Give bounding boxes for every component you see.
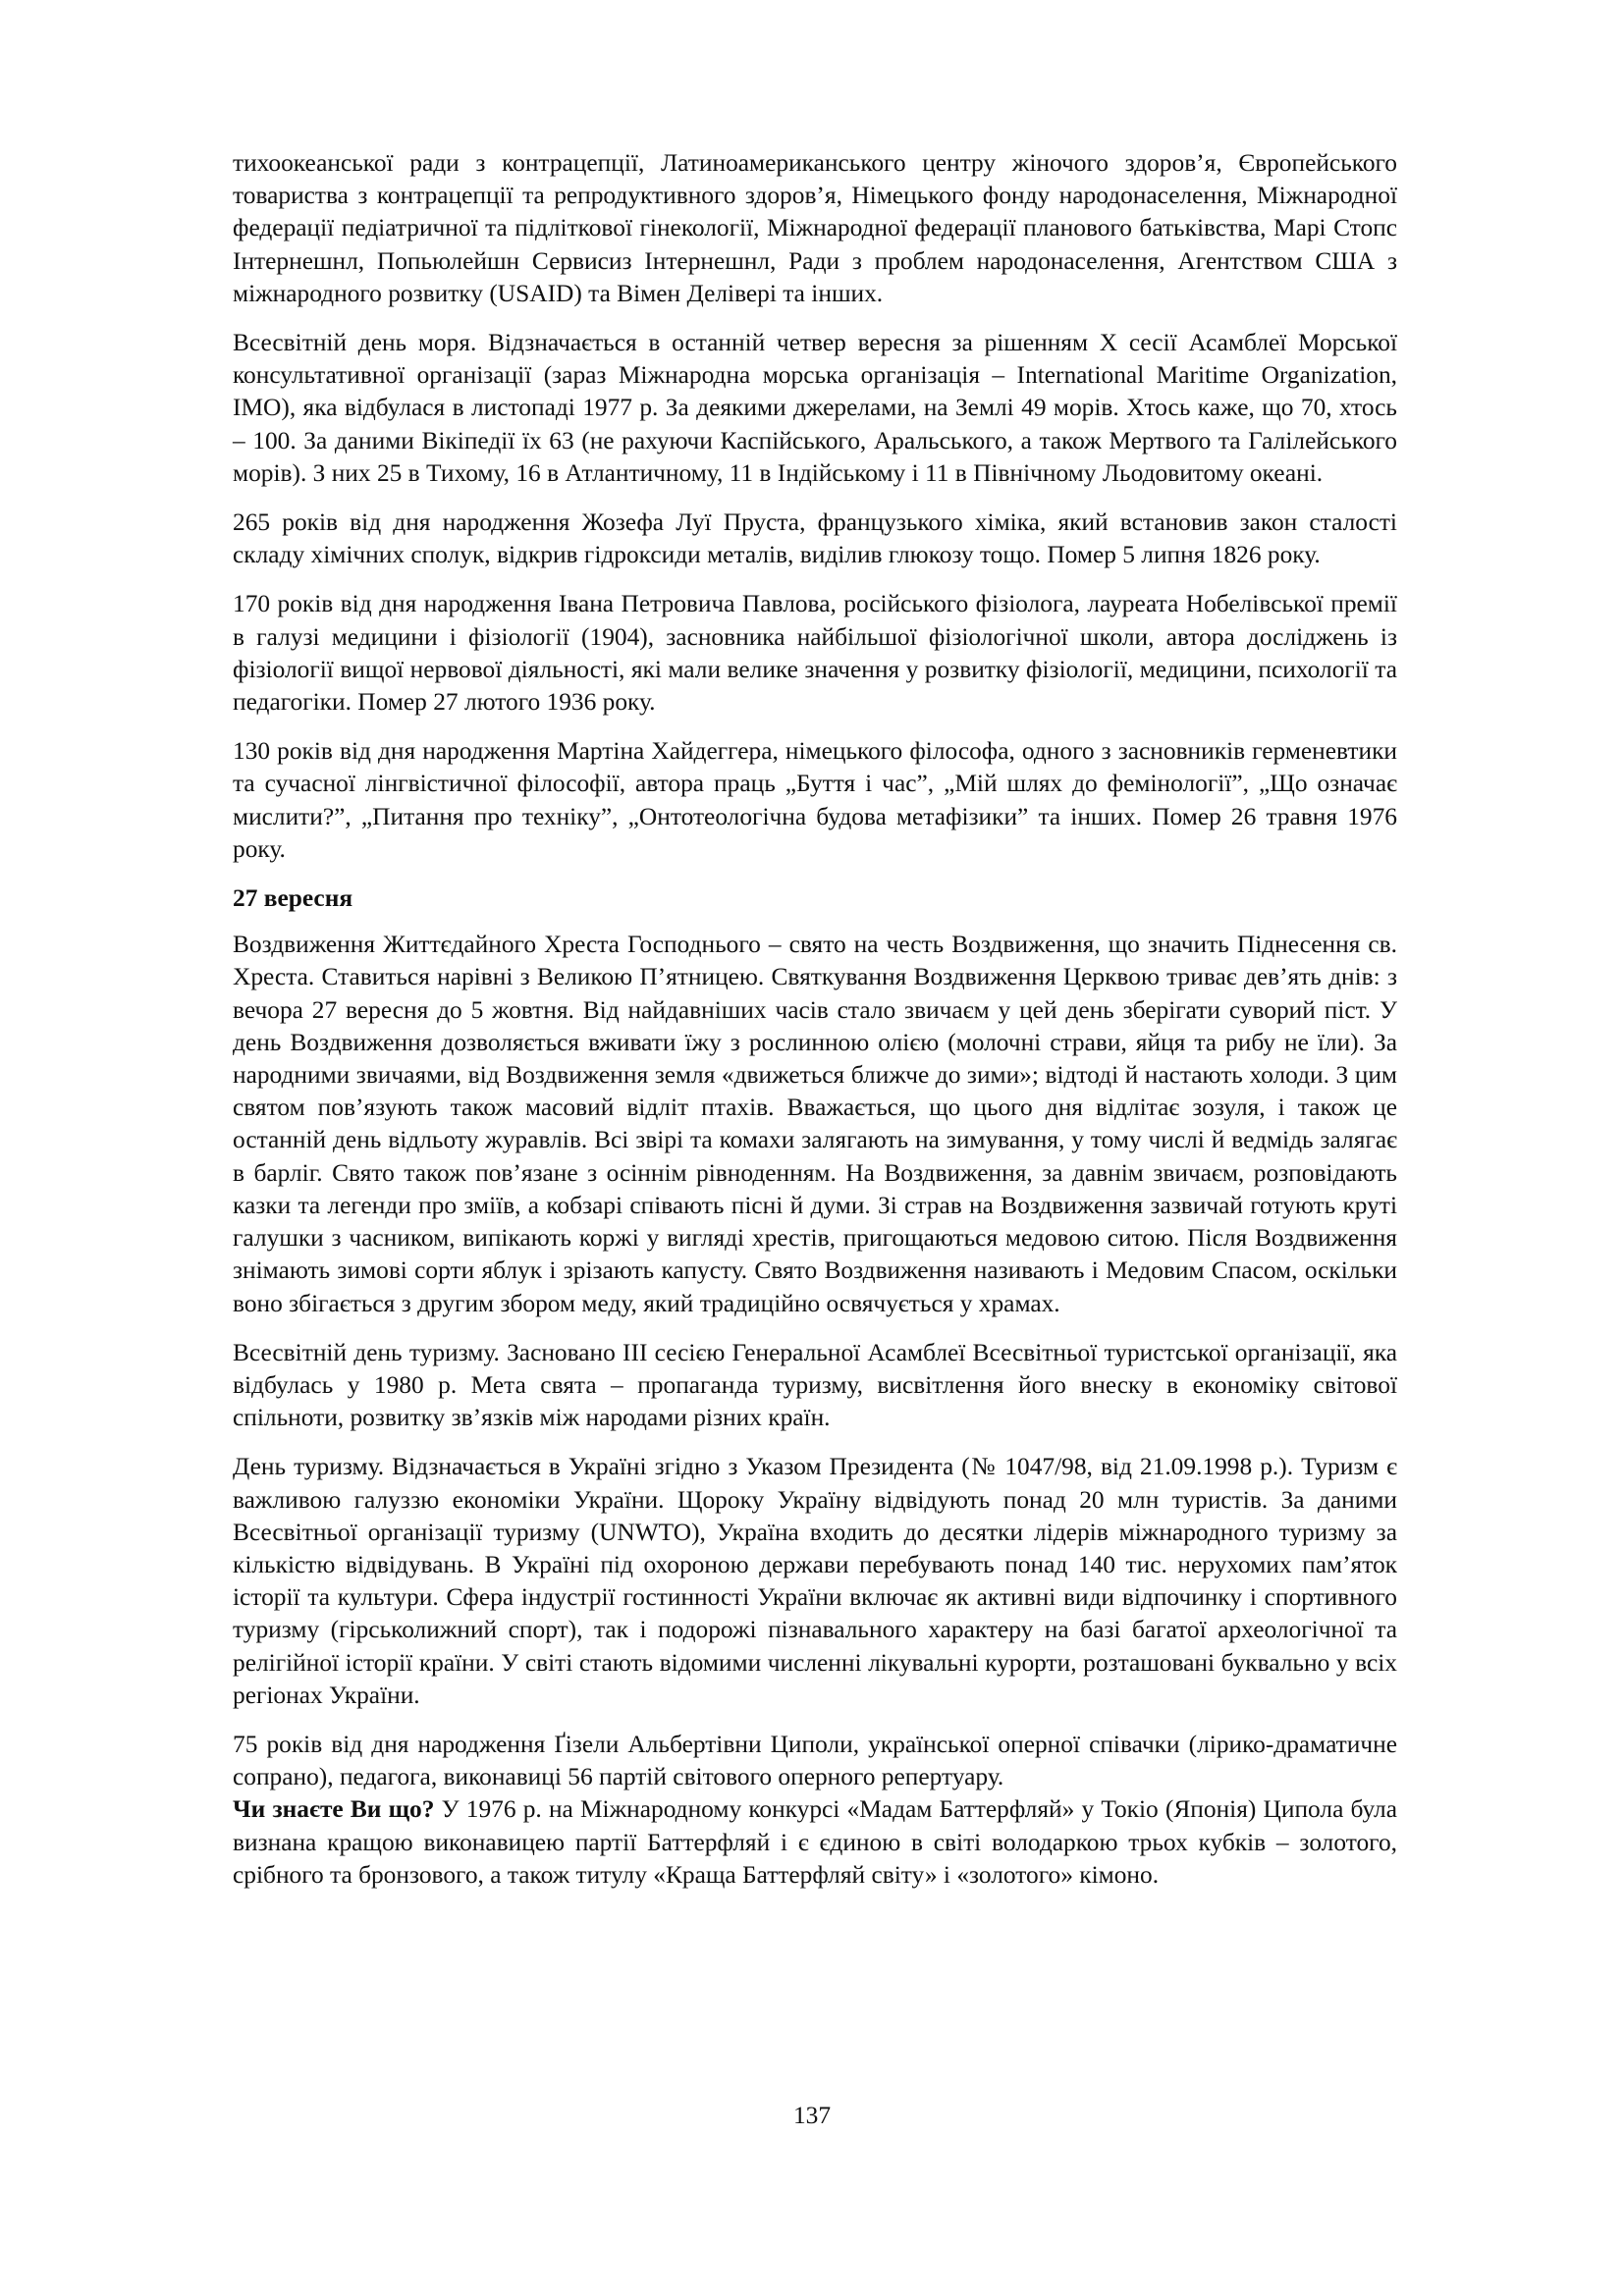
paragraph-ukraine-tourism-day: День туризму. Відзначається в Україні згідно з Указом Президента (№ 1047/98, від 21.09.1998 р.). Туризм є важливою галуззю економіки України. Щороку Україну відвідують понад 20 млн туристів. За даними Всесвітньої організації туризму (UNWTO), Україна входить до десятки лідерів міжнародного туризму за кількістю відвідувань. В Україні під охороною держави перебувають понад 140 тис. нерухомих пам’яток історії та культури. Сфера індустрії гостинності України включає як активні види відпочинку і спортивного туризму (гірськолижний спорт), так і подорожі пізнавального характеру на базі багатої археологічної та релігійної історії країни. У світі стають відомими численні лікувальні курорти, розташовані буквально у всіх регіонах України.	[233, 1453, 1397, 1709]
paragraph-pavlov-anniversary: 170 років від дня народження Івана Петровича Павлова, російського фізіолога, лауреата Нобелівської премії в галузі медицини і фізіології (1904), засновника найбільшої фізіологічної школи, автора досліджень із фізіології вищої нервової діяльності, які мали велике значення у розвитку фізіології, медицини, психології та педагогіки. Помер 27 лютого 1936 року.	[233, 590, 1397, 717]
date-heading: 27 вересня	[233, 884, 353, 913]
paragraph-exaltation-of-cross: Воздвиження Життєдайного Хреста Господнього – свято на честь Воздвиження, що значить Піднесення св. Хреста. Ставиться нарівні з Великою П’ятницею. Святкування Воздвиження Церквою триває дев’ять днів: з вечора 27 вересня до 5 жовтня. Від найдавніших часів стало звичаєм у цей день зберігати суворий піст. У день Воздвиження дозволяється вживати їжу з рослинною олією (молочні страви, яйця та рибу не їли). За народними звичаями, від Воздвиження земля «движеться ближче до зими»; відтоді й настають холоди. З цим святом пов’язують також масовий відліт птахів. Вважається, що цього дня відлітає зозуля, і також це останній день відльоту журавлів. Всі звірі та комахи залягають на зимування, у тому числі й ведмідь залягає в барліг. Свято також пов’язане з осіннім рівноденням. На Воздвиження, за давнім звичаєм, розповідають казки та легенди про змiїв, а кобзарі співають пісні й думи. Зі страв на Воздвиження зазвичай готують круті галушки з часником, випікають коржі у вигляді хрестів, пригощаються медовою ситою. Після Воздвиження знімають зимові сорти яблук і зрізають капусту. Свято Воздвиження називають і Медовим Спасом, оскільки воно збігається з другим збором меду, який традиційно освячується у храмах.	[233, 931, 1397, 1317]
paragraph-tsypola-anniversary: 75 років від дня народження Ґізели Альбертівни Циполи, української оперної співачки (лірико-драматичне сопрано), педагога, виконавиці 56 партій світового оперного репертуару.	[233, 1730, 1397, 1791]
paragraph-did-you-know	[233, 1793, 1397, 1892]
did-you-know-label: Чи знаєте Ви що?	[233, 1795, 435, 1824]
paragraph-world-tourism-day: Всесвітній день туризму. Засновано III сесією Генеральної Асамблеї Всесвітньої туристської організації, яка відбулась у 1980 р. Мета свята – пропаганда туризму, висвітлення його внеску в економіку світової спільноти, розвитку зв’язків між народами різних країн.	[233, 1338, 1397, 1432]
did-you-know-text: У 1976 р. на Міжнародному конкурсі «Мадам Баттерфляй» у Токіо (Японія) Ципола була визнана кращою виконавицею партії Баттерфляй і є єдиною в світі володаркою трьох кубків – золотого, срібного та бронзового, а також титулу «Краща Баттерфляй світу» і «золотого» кімоно.	[233, 1795, 1397, 1889]
paragraph-proust-anniversary: 265 років від дня народження Жозефа Луї Пруста, французького хіміка, який встановив закон сталості складу хімічних сполук, відкрив гідроксиди металів, виділив глюкозу тощо. Помер 5 липня 1826 року.	[233, 508, 1397, 569]
paragraph-world-maritime-day: Всесвітній день моря. Відзначається в останній четвер вересня за рішенням X сесії Асамблеї Морської консультативної організації (зараз Міжнародна морська організація – International Maritime Organization, IMO), яка відбулася в листопаді 1977 р. За деякими джерелами, на Землі 49 морів. Хтось каже, що 70, хтось – 100. За даними Вікіпедії їх 63 (не рахуючи Каспійського, Аральського, а також Мертвого та Галілейського морів). З них 25 в Тихому, 16 в Атлантичному, 11 в Індійському і 11 в Північному Льодовитому океані.	[233, 329, 1397, 487]
page-number: 137	[792, 2102, 832, 2129]
paragraph-heidegger-anniversary: 130 років від дня народження Мартіна Хайдеггера, німецького філософа, одного з засновників герменевтики та сучасної лінгвістичної філософії, автора праць „Буття і час”, „Мій шлях до фемінології”, „Що означає мислити?”, „Питання про техніку”, „Онтотеологічна будова метафізики” та інших. Помер 26 травня 1976 року.	[233, 737, 1397, 863]
paragraph-contraception-organizations: тихоокеанської ради з контрацепції, Латиноамериканського центру жіночого здоров’я, Європейського товариства з контрацепції та репродуктивного здоров’я, Німецького фонду народонаселення, Міжнародної федерації педіатричної та підліткової гінекології, Міжнародної федерації планового батьківства, Марі Стопс Інтернешнл, Попьюлейшн Сервисиз Інтернешнл, Ради з проблем народонаселення, Агентством США з міжнародного розвитку (USAID) та Вімен Делівері та інших.	[233, 149, 1397, 307]
page-body	[233, 147, 1397, 1908]
